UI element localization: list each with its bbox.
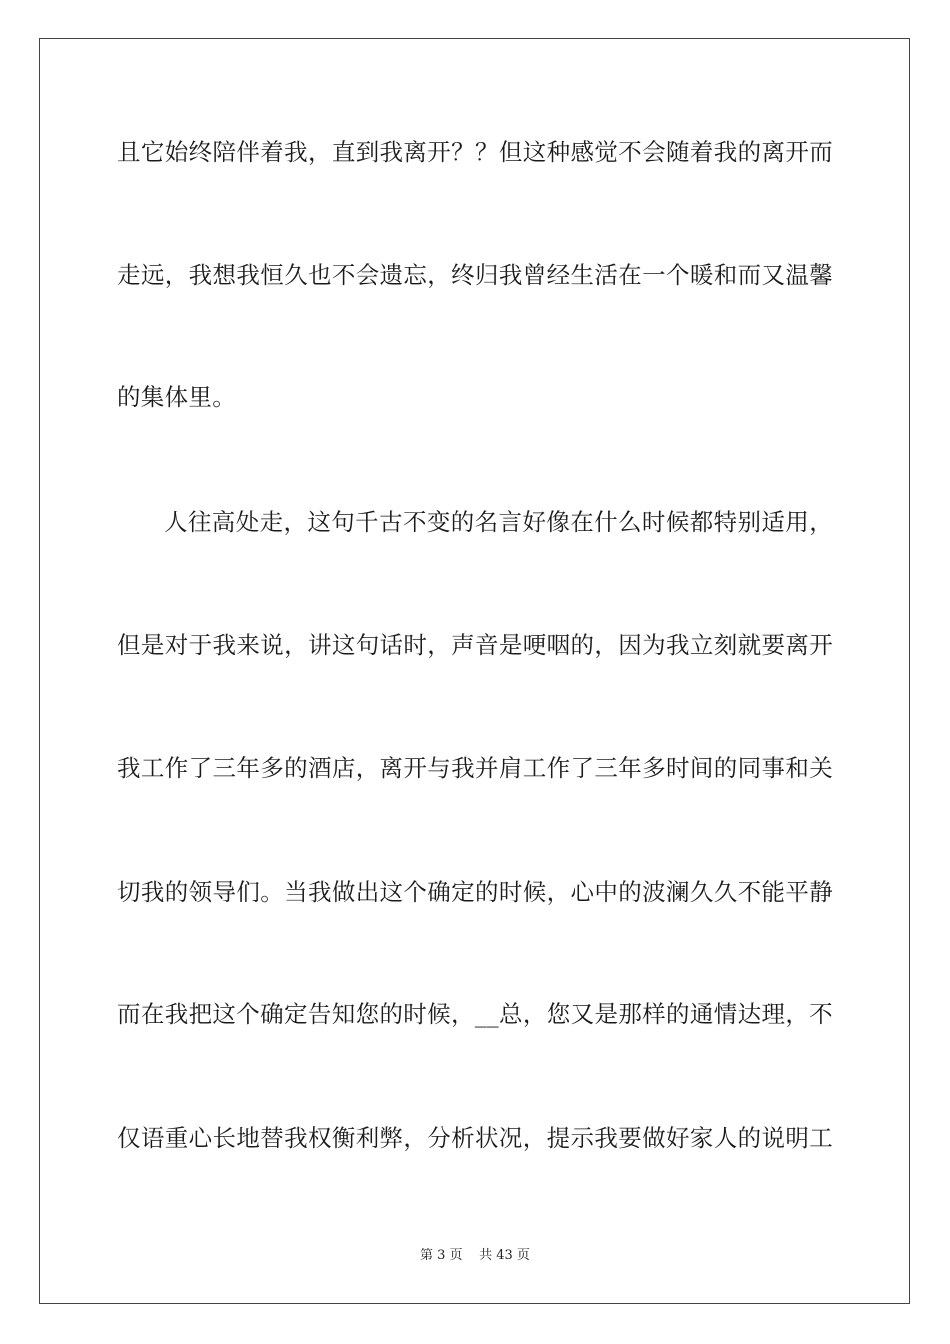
text-line-6: 我工作了三年多的酒店，离开与我并肩工作了三年多时间的同事和关 [117,754,833,782]
page-footer [0,1247,950,1265]
text-line-2: 走远，我想我恒久也不会遗忘，终归我曾经生活在一个暖和而又温馨 [117,261,833,289]
text-line-9: 仅语重心长地替我权衡利弊，分析状况，提示我要做好家人的说明工 [117,1124,833,1152]
page-border [39,38,910,1304]
text-line-4: 人往高处走，这句千古不变的名言好像在什么时候都特别适用， [164,508,833,536]
text-line-1: 且它始终陪伴着我，直到我离开？？但这种感觉不会随着我的离开而 [117,138,833,166]
page-number: 第 3 页 [420,1248,463,1263]
text-line-7: 切我的领导们。当我做出这个确定的时候，心中的波澜久久不能平静 [117,878,833,906]
text-line-3: 的集体里。 [117,383,236,411]
text-line-8: 而在我把这个确定告知您的时候，__总，您又是那样的通情达理，不 [117,1000,833,1028]
page-total: 共 43 页 [479,1248,530,1263]
text-line-5: 但是对于我来说，讲这句话时，声音是哽咽的，因为我立刻就要离开 [117,631,833,659]
